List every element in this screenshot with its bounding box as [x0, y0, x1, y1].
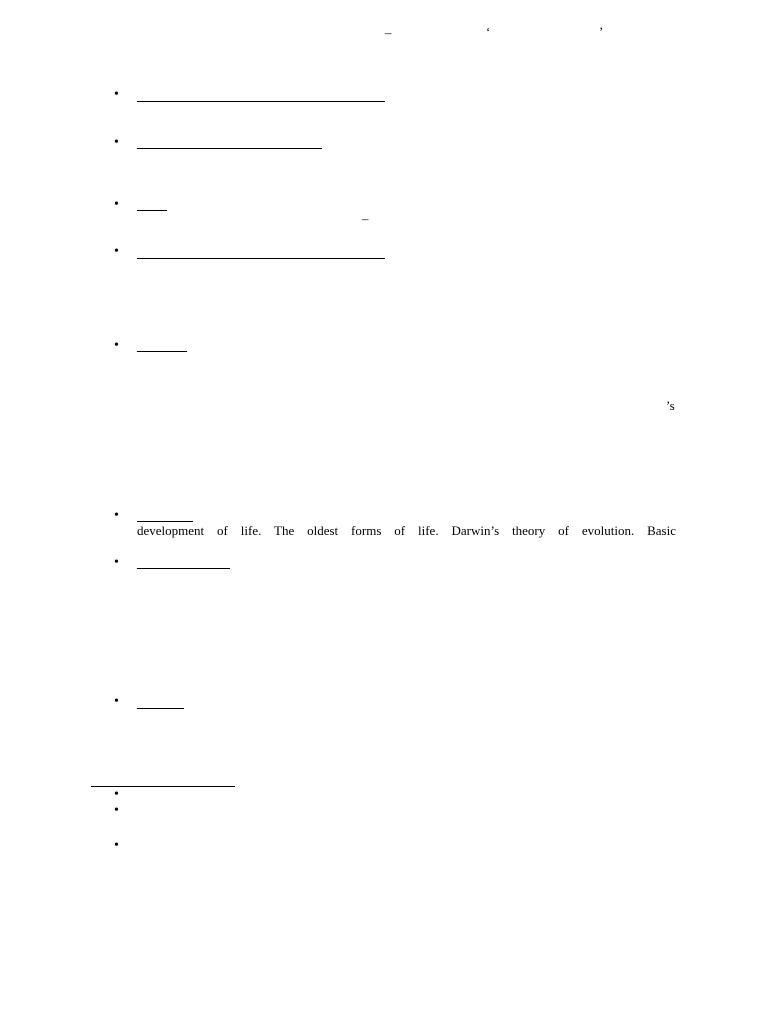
- bullet-4: •: [114, 244, 119, 259]
- bullet-7: •: [114, 555, 119, 570]
- item-8-underline: [137, 708, 184, 709]
- item-7-underline: [137, 568, 230, 569]
- item-6-text: development of life. The oldest forms of life. Darwin’s theory of evolution. Basic: [137, 523, 676, 538]
- item-1-underline: [137, 101, 385, 102]
- bullet-10: •: [114, 803, 119, 818]
- header-close-quote: ’: [599, 24, 604, 39]
- bullet-8: •: [114, 694, 119, 709]
- header-dash: –: [385, 25, 392, 40]
- item-4-underline: [137, 258, 385, 259]
- bullet-9: •: [114, 787, 119, 802]
- bullet-5: •: [114, 338, 119, 353]
- header-open-quote: ‘: [486, 24, 491, 39]
- bullet-2: •: [114, 135, 119, 150]
- bullet-1: •: [114, 87, 119, 102]
- item-2-underline: [137, 148, 322, 149]
- bullet-11: •: [114, 838, 119, 853]
- bullet-6: •: [114, 508, 119, 523]
- item-5-possessive-fragment: ’s: [666, 398, 675, 413]
- item-5-underline: [137, 351, 187, 352]
- bullet-3: •: [114, 197, 119, 212]
- item-3-dash: –: [362, 211, 369, 226]
- item-6-underline: [137, 521, 193, 522]
- item-3-underline: [137, 210, 167, 211]
- section-underline: [91, 786, 235, 787]
